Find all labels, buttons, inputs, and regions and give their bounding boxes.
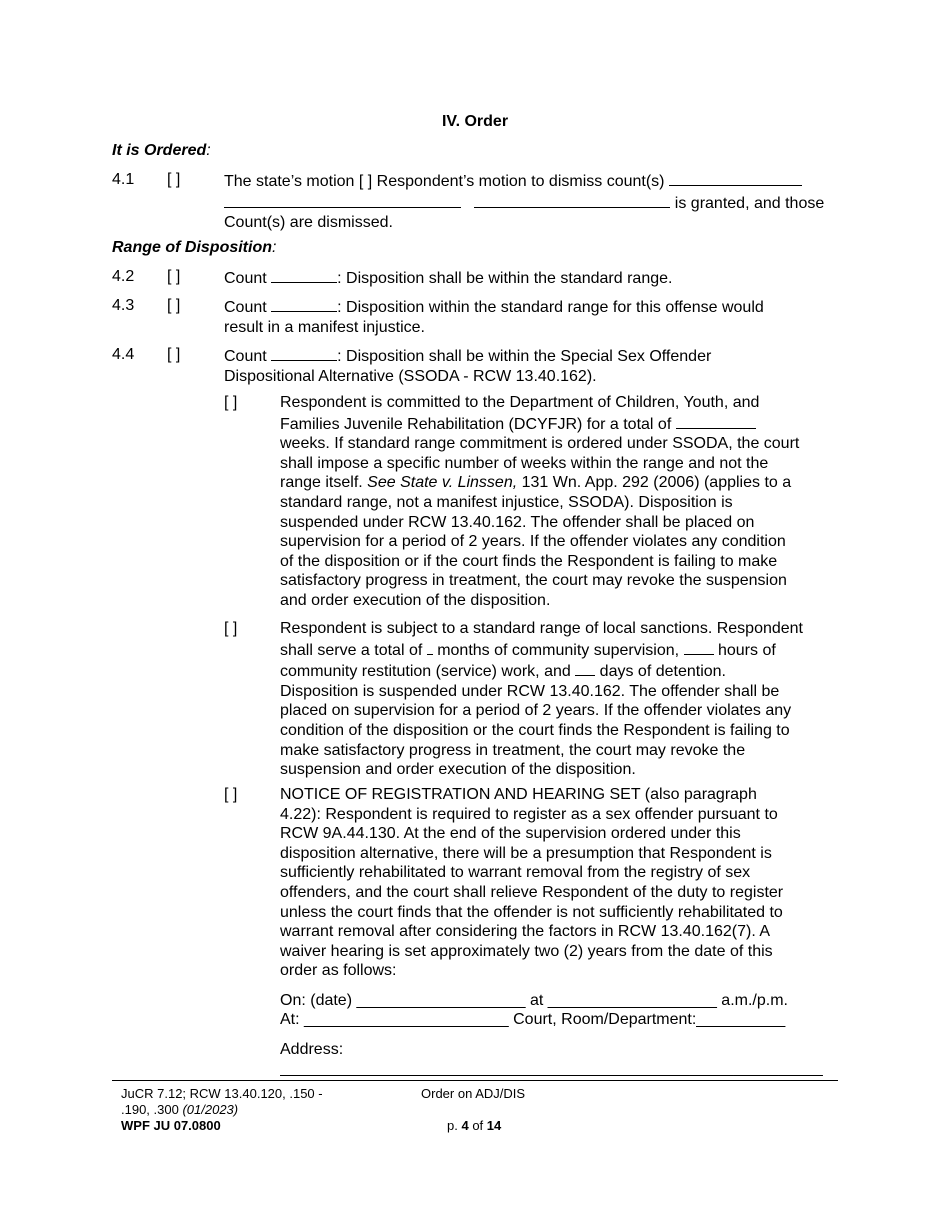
form-id: WPF JU 07.0800: [121, 1118, 221, 1133]
months-field[interactable]: [427, 639, 433, 655]
hearing-date-time-line[interactable]: On: (date) ___________________ at ___________________ a.m./p.m.: [280, 992, 788, 1009]
item-number-4-4: 4.4: [112, 346, 135, 363]
checkbox-option-commitment[interactable]: [ ]: [224, 394, 238, 411]
heading-range-of-disposition: Range of Disposition:: [112, 239, 277, 256]
footer-form-title: Order on ADJ/DIS: [421, 1086, 526, 1101]
weeks-field[interactable]: [676, 413, 756, 429]
address-field[interactable]: _____________________________________________________________: [280, 1060, 823, 1077]
dismiss-counts-field[interactable]: [669, 170, 802, 186]
count-field-4-2[interactable]: [271, 267, 337, 283]
footer-divider: [112, 1080, 838, 1081]
hours-field[interactable]: [684, 639, 714, 655]
detention-days-field[interactable]: [575, 660, 595, 676]
item-4-3-text: Count : Disposition within the standard range for this offense would result in a manifest injustice.: [224, 296, 839, 337]
count-field-4-4[interactable]: [271, 345, 337, 361]
item-number-4-2: 4.2: [112, 268, 135, 285]
footer-rule-reference: JuCR 7.12; RCW 13.40.120, .150 - .190, .300 (01/2023) WPF JU 07.0800: [121, 1086, 381, 1134]
checkbox-option-local-sanctions[interactable]: [ ]: [224, 620, 238, 637]
checkbox-option-registration[interactable]: [ ]: [224, 786, 238, 803]
option-registration-text: NOTICE OF REGISTRATION AND HEARING SET (also paragraph 4.22): Respondent is required to register as a sex offender pursuant to RCW 9A.44.130. At the end of the supervision ordered under this disposition alternative, there will be a presumption that Respondent is sufficiently rehabilitated to warrant removal from the registry of sex offenders, and the court shall relieve Respondent of the duty to register unless the court finds that the offender is not sufficiently rehabilitated to warrant removal after considering the factors in RCW 13.40.162(7). A waiver hearing is set approximately two (2) years from the date of this order as follows:: [280, 786, 784, 980]
count-field-4-3[interactable]: [271, 296, 337, 312]
checkbox-4-4[interactable]: [ ]: [167, 346, 181, 363]
item-4-4-text: Count : Disposition shall be within the Special Sex Offender Dispositional Alternative (SSODA - RCW 13.40.162).: [224, 345, 839, 386]
item-4-1-text: The state’s motion [ ] Respondent’s motion to dismiss count(s) is granted, and those Count(s) are dismissed.: [224, 170, 839, 233]
checkbox-4-1[interactable]: [ ]: [167, 171, 181, 188]
option-commitment-text: Respondent is committed to the Department of Children, Youth, and Families Juvenile Rehabilitation (DCYFJR) for a total of weeks. If standard range commitment is ordered under SSODA, the court shall impose a specific number of weeks within the range and not the range itself. See State v. Linssen, 131 Wn. App. 292 (2006) (applies to a standard range, not a manifest injustice, SSODA). Disposition is suspended under RCW 13.40.162. The offender shall be placed on supervision for a period of 2 years. If the offender violates any condition of the disposition or if the court finds the Respondent is failing to make satisfactory progress in treatment, the court may revoke the suspension and order execution of the disposition.: [280, 394, 800, 609]
item-number-4-1: 4.1: [112, 171, 135, 188]
heading-it-is-ordered: It is Ordered:: [112, 142, 211, 159]
section-title: IV. Order: [441, 113, 509, 130]
option-local-sanctions-text: Respondent is subject to a standard range of local sanctions. Respondent shall serve a total of months of community supervision, hours of community restitution (service) work, and days of detention. Disposition is suspended under RCW 13.40.162. The offender shall be placed on supervision for a period of 2 years. If the offender violates any condition of the disposition or the court finds the Respondent is failing to make satisfactory progress in treatment, the court may revoke the suspension and order execution of the disposition.: [280, 620, 803, 779]
hearing-court-room-line[interactable]: At: _______________________ Court, Room/Department:__________: [280, 1011, 786, 1028]
address-label: Address:: [280, 1041, 344, 1058]
item-number-4-3: 4.3: [112, 297, 135, 314]
checkbox-4-2[interactable]: [ ]: [167, 268, 181, 285]
item-4-2-text: Count : Disposition shall be within the standard range.: [224, 267, 839, 289]
dismiss-counts-field-2[interactable]: [224, 192, 461, 208]
dismiss-counts-field-3[interactable]: [474, 192, 670, 208]
page-number: p. 4 of 14: [447, 1118, 502, 1133]
checkbox-4-3[interactable]: [ ]: [167, 297, 181, 314]
